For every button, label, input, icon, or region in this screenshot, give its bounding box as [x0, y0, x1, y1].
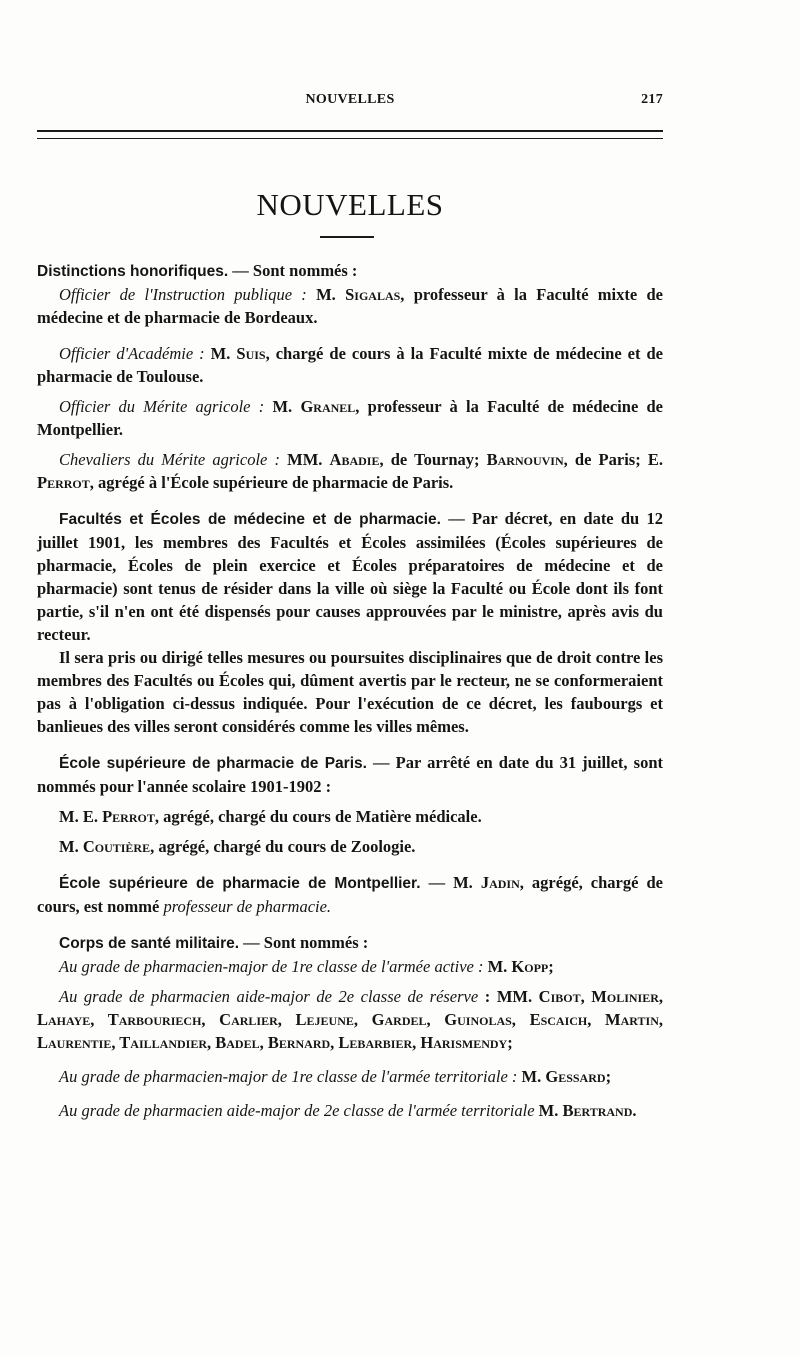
- title-rule: [320, 236, 374, 238]
- page-title: NOUVELLES: [256, 187, 444, 222]
- award-role: Officier de l'Instruction publique :: [59, 285, 307, 304]
- person-name: Coutière: [82, 837, 151, 856]
- award-paragraph: Officier de l'Instruction publique : M. Sigalas, professeur à la Faculté mixte de médecine et de pharmacie de Bordeaux.: [37, 285, 663, 327]
- grade-paragraph: Au grade de pharmacien-major de 1re classe de l'armée territoriale : M. Gessard;: [59, 1067, 612, 1086]
- grade-title: Au grade de pharmacien aide-major de 2e classe de réserve: [59, 987, 479, 1006]
- award-role: Chevaliers du Mérite agricole :: [59, 450, 280, 469]
- header-double-rule: [37, 130, 663, 139]
- person-names: Cibot, Molinier, Lahaye, Tarbouriech, Carlier, Lejeune, Gardel, Guinolas, Escaich, Martin, Laurentie, Taillandier, Badel, Bernard, Lebarbier, Harismendy: [37, 987, 663, 1052]
- person-name: Gessard: [545, 1067, 606, 1086]
- section-ecole-montpellier: École supérieure de pharmacie de Montpellier. — M. Jadin, agrégé, chargé de cours, est nommé professeur de pharmacie.: [37, 873, 663, 916]
- running-head-title: NOUVELLES: [305, 92, 395, 107]
- section-heading: École supérieure de pharmacie de Montpellier.: [59, 875, 421, 892]
- page-number: 217: [641, 92, 663, 107]
- person-name: Suis: [236, 344, 266, 363]
- award-role: Officier d'Académie :: [59, 344, 205, 363]
- section-heading: Corps de santé militaire.: [59, 935, 240, 952]
- section-corps-sante: Corps de santé militaire. — Sont nommés :: [59, 933, 369, 952]
- grade-paragraph: Au grade de pharmacien aide-major de 2e classe de l'armée territoriale M. Bertrand.: [59, 1101, 637, 1120]
- person-name: Granel: [300, 397, 356, 416]
- award-role: Officier du Mérite agricole :: [59, 397, 265, 416]
- person-name: Kopp: [511, 957, 549, 976]
- section-ecole-paris: École supérieure de pharmacie de Paris. — Par arrêté en date du 31 juillet, sont nommés pour l'année scolaire 1901-1902 :: [37, 753, 663, 796]
- person-name: Abadie: [329, 450, 380, 469]
- appointment-line: M. E. Perrot, agrégé, chargé du cours de Matière médicale.: [59, 807, 482, 826]
- section-heading: Distinctions honorifiques.: [37, 263, 229, 280]
- appointment-line: M. Coutière, agrégé, chargé du cours de Zoologie.: [59, 837, 416, 856]
- paragraph: Il sera pris ou dirigé telles mesures ou poursuites disciplinaires que de droit contre les membres des Facultés ou Écoles qui, dûment avertis par le recteur, ne se conformeraient pas à l'obligation ci-dessus indiquée. Pour l'exécution de ce décret, les faubourgs et banlieues des villes seront considérés comme les villes mêmes.: [37, 648, 663, 736]
- section-facultes: Facultés et Écoles de médecine et de pharmacie. — Par décret, en date du 12 juillet 1901, les membres des Facultés et Écoles assimilées (Écoles supérieures de pharmacie, Écoles de plein exercice et Écoles préparatoires de médecine et de pharmacie) sont tenus de résider dans la ville où siège la Faculté ou École dont ils font partie, s'il n'en ont été dispensés pour causes approuvées par le ministre, après avis du recteur.: [37, 509, 663, 644]
- person-name: Perrot: [37, 473, 90, 492]
- award-paragraph: Officier d'Académie : M. Suis, chargé de cours à la Faculté mixte de médecine et de pharmacie de Toulouse.: [37, 344, 663, 386]
- award-paragraph: Chevaliers du Mérite agricole : MM. Abadie, de Tournay; Barnouvin, de Paris; E. Perrot, agrégé à l'École supérieure de pharmacie de Paris.: [37, 450, 663, 492]
- section-distinctions-heading: Distinctions honorifiques. — Sont nommés :: [37, 261, 358, 280]
- section-heading: École supérieure de pharmacie de Paris.: [59, 755, 367, 772]
- article-body: [37, 259, 663, 1122]
- section-heading: Facultés et Écoles de médecine et de pharmacie.: [59, 511, 441, 528]
- grade-title: Au grade de pharmacien aide-major de 2e classe de l'armée territoriale: [59, 1101, 535, 1120]
- grade-paragraph: Au grade de pharmacien aide-major de 2e classe de réserve : MM. Cibot, Molinier, Lahaye, Tarbouriech, Carlier, Lejeune, Gardel, Guinolas, Escaich, Martin, Laurentie, Taillandier, Badel, Bernard, Lebarbier, Harismendy;: [37, 987, 663, 1052]
- grade-paragraph: Au grade de pharmacien-major de 1re classe de l'armée active : M. Kopp;: [59, 957, 554, 976]
- person-name: Barnouvin: [486, 450, 564, 469]
- award-paragraph: Officier du Mérite agricole : M. Granel, professeur à la Faculté de médecine de Montpellier.: [37, 397, 664, 439]
- person-name: Bertrand: [562, 1101, 633, 1120]
- person-name: Sigalas: [345, 285, 401, 304]
- grade-title: Au grade de pharmacien-major de 1re classe de l'armée territoriale :: [59, 1067, 518, 1086]
- running-head: [37, 92, 663, 112]
- person-name: Perrot: [102, 807, 155, 826]
- grade-title: Au grade de pharmacien-major de 1re classe de l'armée active :: [59, 957, 484, 976]
- person-name: Jadin: [480, 873, 520, 892]
